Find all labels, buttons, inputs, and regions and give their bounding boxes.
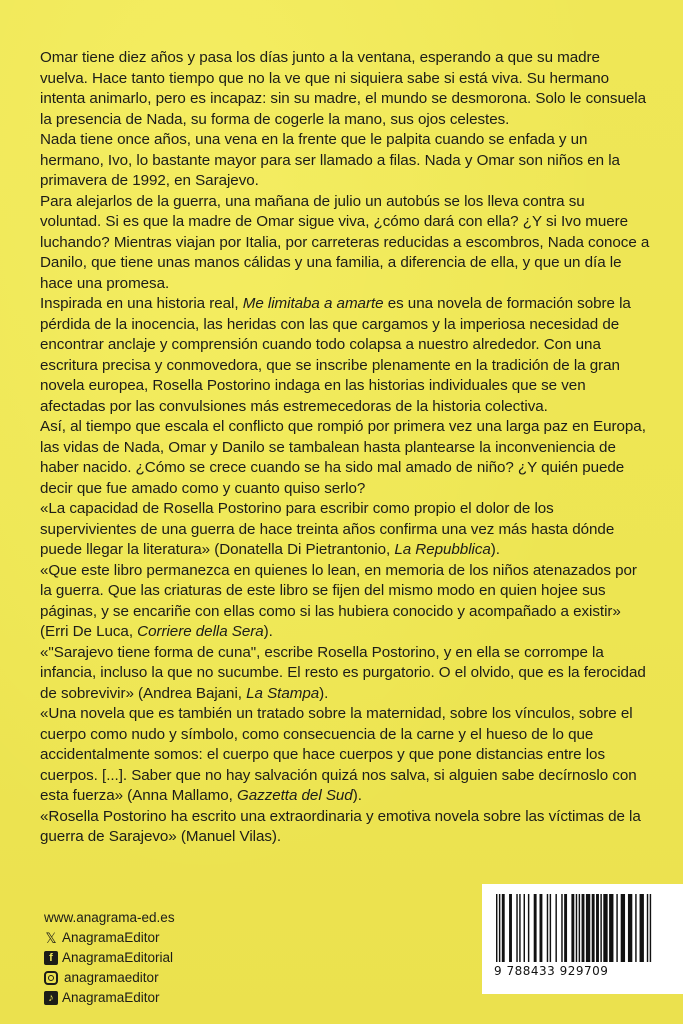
x-row[interactable]	[44, 928, 175, 948]
quote-source: La Stampa	[246, 684, 320, 702]
x-handle[interactable]: AnagramaEditor	[62, 930, 160, 945]
facebook-icon: f	[44, 951, 58, 965]
quote-text: «Una novela que es también un tratado sobre la maternidad, sobre los vínculos, sobre el cuerpo como nudo y símbolo, como consecuencia de la carne y el hueso de lo que accidentalmente somos: el cuerpo que hace cuerpos y que pone distancias entre los cuerpos. [...]. Saber que no hay salvación quizá nos salva, si alguien sabe decírnoslo con esta fuerza» (Anna Mallamo,	[40, 705, 637, 804]
quote-source: La Repubblica	[394, 541, 491, 558]
barcode-bar	[628, 894, 632, 962]
barcode-bar	[509, 894, 512, 962]
synopsis-paragraph-4	[40, 294, 650, 417]
facebook-row[interactable]	[44, 948, 175, 968]
instagram-icon	[44, 971, 58, 985]
barcode-bar	[600, 894, 601, 962]
barcode-bar	[547, 894, 548, 962]
tiktok-handle[interactable]: AnagramaEditor	[62, 990, 160, 1005]
synopsis-paragraph-5: Así, al tiempo que escala el conflicto que rompió por primera vez una larga paz en Europa, las vidas de Nada, Omar y Danilo se tambalean hasta plantearse la inconveniencia de haber nacido. ¿Cómo se crece cuando se ha sido mal amado de niño? ¿Y quién puede decir que fue amado como y cuanto quiso serlo?	[40, 418, 646, 497]
review-quote-3	[40, 643, 650, 705]
barcode-bar	[579, 894, 580, 962]
barcode-bar	[609, 894, 613, 962]
quote-close: ).	[352, 787, 362, 804]
barcode-bar	[540, 894, 543, 962]
publisher-contacts	[44, 908, 175, 1008]
barcode-bar	[647, 894, 648, 962]
tiktok-icon: ♪	[44, 991, 58, 1005]
barcode-bars	[494, 894, 672, 966]
barcode-bar	[534, 894, 537, 962]
tiktok-row[interactable]	[44, 988, 175, 1008]
barcode-bar	[616, 894, 617, 962]
barcode-bar	[564, 894, 567, 962]
quote-close: ).	[490, 541, 500, 558]
barcode-bar	[519, 894, 520, 962]
barcode-bar	[592, 894, 595, 962]
barcode-bar	[571, 894, 574, 962]
quote-text: «La capacidad de Rosella Postorino para escribir como propio el dolor de los supervivientes de una guerra de hace treinta años confirma una vez más hasta dónde puede llegar la literatura» (Donatella Di Pietrantonio,	[40, 500, 615, 558]
synopsis-paragraph-2: Nada tiene once años, una vena en la frente que le palpita cuando se enfada y un hermano, Ivo, lo bastante mayor para ser llamado a filas. Nada y Omar son niños en la primavera de 1992, en Sarajevo.	[40, 131, 620, 189]
barcode-bar	[640, 894, 644, 962]
barcode-bar	[528, 894, 529, 962]
barcode-bar	[635, 894, 636, 962]
barcode-bar	[603, 894, 607, 962]
quote-close: ).	[263, 623, 273, 640]
barcode-bar	[576, 894, 577, 962]
instagram-handle[interactable]: anagramaeditor	[64, 970, 159, 985]
synopsis-paragraph-1: Omar tiene diez años y pasa los días junto a la ventana, esperando a que su madre vuelva. Hace tanto tiempo que no la ve que ni siquiera sabe si está viva. Su hermano intenta animarlo, pero es incapaz: sin su madre, el mundo se desmorona. Solo le consuela la presencia de Nada, su forma de cogerle la mano, sus ojos celestes.	[40, 49, 646, 128]
quote-close: ).	[319, 684, 329, 702]
barcode-bar	[550, 894, 551, 962]
isbn-number: 9 788433 929709	[494, 964, 609, 978]
synopsis-text: Inspirada en una historia real,	[40, 295, 243, 312]
barcode-bar	[496, 894, 497, 962]
review-quote-4	[40, 704, 650, 807]
barcode-bar	[524, 894, 525, 962]
book-synopsis	[40, 48, 650, 848]
quote-text: «Que este libro permanezca en quienes lo lean, en memoria de los niños atenazados por la guerra. Que las criaturas de este libro se fijen del mismo modo en quien hojee sus páginas, y se encariñe con ellas como si las hubiera conocido y acompañado a existir» (Erri De Luca,	[40, 561, 637, 640]
barcode-bar	[621, 894, 625, 962]
instagram-row[interactable]	[44, 968, 175, 988]
synopsis-text: es una novela de formación sobre la pérdida de la inocencia, las heridas con las que cargamos y la imperiosa necesidad de encontrar anclaje y comprensión cuando todo colapsa a nuestro alrededor. Con una escritura precisa y conmovedora, que se inscribe plenamente en la tradición de la gran novela europea, Rosella Postorino indaga en las historias individuales que se ven afectadas por las convulsiones más estremecedoras de la historia colectiva.	[40, 295, 631, 415]
barcode-bar	[650, 894, 651, 962]
barcode-bar	[586, 894, 590, 962]
book-title: Me limitaba a amarte	[242, 295, 384, 312]
quote-source: Gazzetta del Sud	[236, 787, 353, 804]
review-quote-1	[40, 499, 650, 561]
website-row[interactable]	[44, 908, 175, 928]
barcode-bar	[561, 894, 562, 962]
synopsis-paragraph-3: Para alejarlos de la guerra, una mañana de julio un autobús se los lleva contra su voluntad. Si es que la madre de Omar sigue viva, ¿cómo dará con ella? ¿Y si Ivo muere luchando? Mientras viajan por Italia, por carreteras reducidas a escombros, Nada conoce a Danilo, que tiene unas manos cálidas y una familia, a diferencia de ella, y que un día le hace una promesa.	[40, 192, 650, 292]
barcode	[482, 884, 683, 994]
quote-text: «"Sarajevo tiene forma de cuna", escribe Rosella Postorino, y en ella se corrompe la infancia, incluso la que no sucumbe. El resto es purgatorio. O el olvido, que es la ferocidad de sobrevivir» (Andrea Bajani,	[40, 643, 646, 702]
barcode-bar	[596, 894, 599, 962]
x-logo-icon: 𝕏	[45, 930, 57, 946]
barcode-bar	[582, 894, 585, 962]
website-link[interactable]: www.anagrama-ed.es	[44, 910, 175, 925]
barcode-bar	[499, 894, 500, 962]
facebook-handle[interactable]: AnagramaEditorial	[62, 950, 174, 965]
barcode-bar	[516, 894, 517, 962]
barcode-bar	[502, 894, 505, 962]
review-quote-5: «Rosella Postorino ha escrito una extraordinaria y emotiva novela sobre las víctimas de la guerra de Sarajevo» (Manuel Vilas).	[40, 807, 641, 845]
quote-source: Corriere della Sera	[137, 623, 264, 640]
barcode-bar	[555, 894, 556, 962]
review-quote-2	[40, 561, 650, 643]
